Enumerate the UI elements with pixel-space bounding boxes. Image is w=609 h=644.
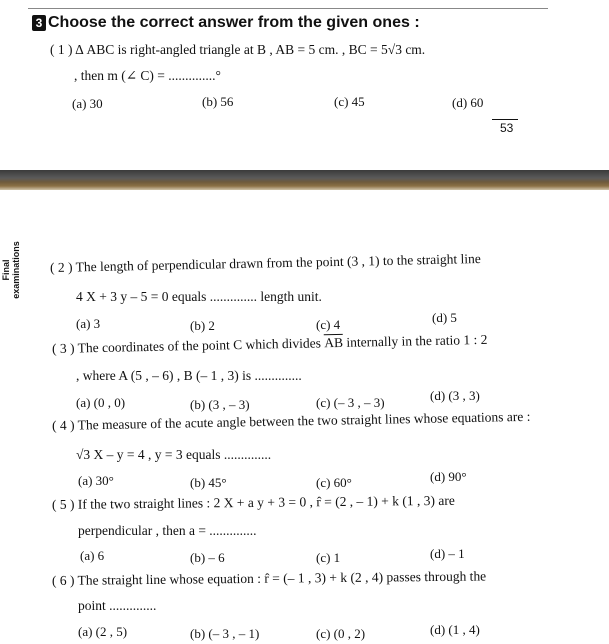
question-3-option-b[interactable]: (b) (3 , – 3) [190, 397, 250, 412]
question-5-option-a[interactable]: (a) 6 [80, 548, 105, 563]
question-3-line2: , where A (5 , – 6) , B (– 1 , 3) is .............. [76, 368, 302, 383]
question-5-option-d[interactable]: (d) – 1 [430, 546, 465, 561]
question-5-number: ( 5 ) [51, 496, 75, 512]
question-2-text: The length of perpendicular drawn from the point (3 , 1) to the straight line [75, 250, 481, 275]
question-2-option-a[interactable]: (a) 3 [76, 316, 101, 331]
question-2-number: ( 2 ) [49, 259, 73, 275]
question-3-option-a[interactable]: (a) (0 , 0) [76, 395, 126, 410]
question-5-line2: perpendicular , then a = .............. [78, 523, 257, 538]
page-number-rule [492, 119, 518, 120]
question-3-text-b: internally in the ratio 1 : 2 [346, 331, 488, 350]
question-3-line1 [52, 332, 488, 357]
question-1-line1 [50, 42, 425, 58]
question-3-vector-ab: AB [324, 334, 344, 351]
question-1-number: ( 1 ) [50, 42, 73, 57]
top-rule [28, 8, 548, 9]
question-2-option-d[interactable]: (d) 5 [432, 310, 457, 325]
question-4-option-c[interactable]: (c) 60° [316, 475, 352, 490]
section-number-badge: 3 [32, 15, 46, 31]
question-4-option-a[interactable]: (a) 30° [78, 473, 114, 488]
section-heading-text: Choose the correct answer from the given ones : [48, 14, 420, 31]
question-6-option-c[interactable]: (c) (0 , 2) [316, 626, 366, 641]
question-1-option-a[interactable]: (a) 30 [72, 96, 103, 111]
question-5-option-c[interactable]: (c) 1 [316, 550, 341, 565]
question-3-text-a: The coordinates of the point C which divides [77, 335, 322, 356]
question-5-option-b[interactable]: (b) – 6 [190, 550, 225, 565]
question-1-option-d[interactable]: (d) 60 [452, 95, 484, 110]
question-2-line2: 4 X + 3 y – 5 = 0 equals .............. length unit. [76, 289, 322, 304]
side-tab [0, 236, 22, 306]
question-1-option-b[interactable]: (b) 56 [202, 94, 234, 109]
question-3-option-c[interactable]: (c) (– 3 , – 3) [316, 395, 385, 410]
question-6-number: ( 6 ) [51, 572, 75, 588]
question-3-option-d[interactable]: (d) (3 , 3) [430, 388, 480, 403]
side-tab-line2: examinations [11, 241, 21, 299]
question-6-line1 [52, 568, 486, 589]
question-6-line2: point .............. [78, 598, 157, 613]
question-5-line1 [52, 493, 455, 513]
question-6-option-d[interactable]: (d) (1 , 4) [430, 622, 480, 637]
side-tab-label [1, 237, 21, 303]
question-6-text: The straight line whose equation : r̂ = (– 1 , 3) + k (2 , 4) passes through the [77, 568, 487, 588]
question-5-text: If the two straight lines : 2 X + a y + 3 = 0 , r̂ = (2 , – 1) + k (1 , 3) are [77, 492, 455, 512]
question-2-option-c[interactable]: (c) 4 [316, 317, 341, 332]
question-6-option-a[interactable]: (a) (2 , 5) [78, 624, 128, 639]
page-number: 53 [500, 121, 514, 135]
question-1-line2: , then m (∠ C) = ..............° [74, 68, 221, 83]
page-divider [0, 170, 609, 190]
side-tab-line1: Final [1, 259, 11, 281]
question-2-line1 [50, 251, 481, 276]
question-4-line2: √3 X – y = 4 , y = 3 equals .............. [76, 447, 272, 462]
section-heading [32, 14, 420, 32]
question-6-option-b[interactable]: (b) (– 3 , – 1) [190, 626, 260, 641]
question-4-option-b[interactable]: (b) 45° [190, 475, 227, 490]
question-4-number: ( 4 ) [51, 417, 75, 433]
question-1-text: Δ ABC is right-angled triangle at B , AB = 5 cm. , BC = 5√3 cm. [75, 42, 426, 57]
question-4-line1 [52, 409, 531, 434]
question-2-option-b[interactable]: (b) 2 [190, 318, 215, 333]
question-4-option-d[interactable]: (d) 90° [430, 469, 467, 484]
question-3-number: ( 3 ) [51, 340, 75, 356]
question-4-text: The measure of the acute angle between the two straight lines whose equations are : [77, 408, 531, 433]
question-1-option-c[interactable]: (c) 45 [334, 94, 365, 109]
